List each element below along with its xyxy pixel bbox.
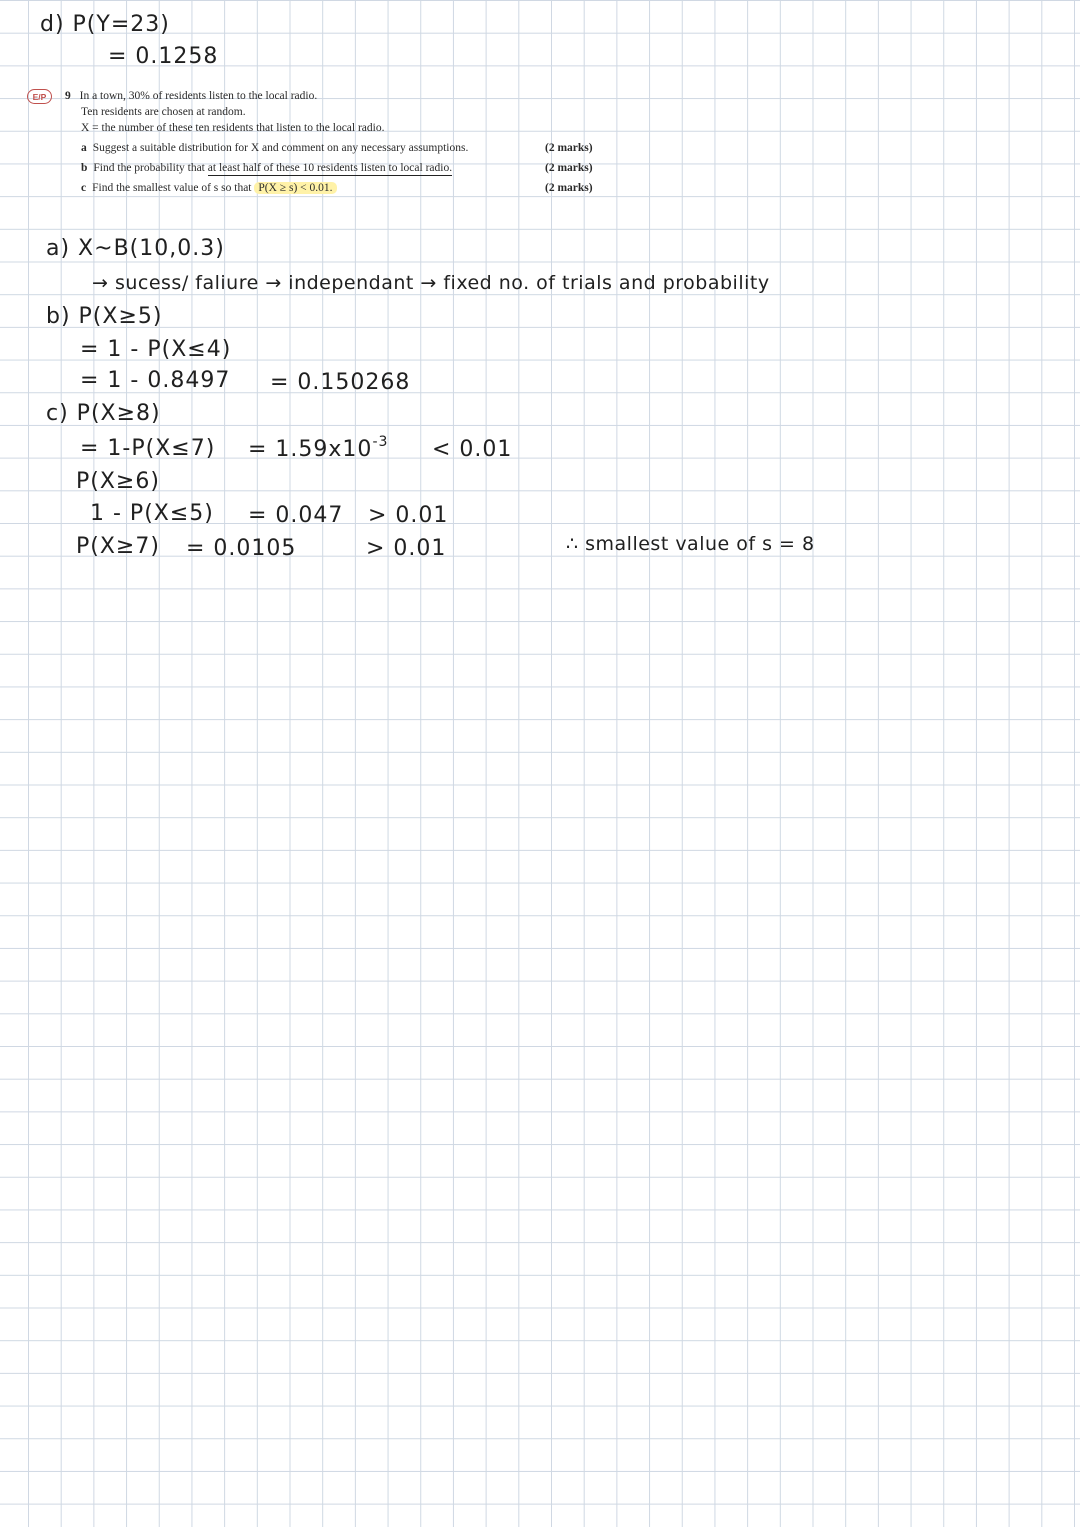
working-b-result: = 0.150268 [270,370,411,395]
working-c-cmp5: > 0.01 [366,536,447,561]
question-intro-text-1: In a town, 30% of residents listen to the local radio. [79,90,318,102]
question-intro-2: Ten residents are chosen at random. [81,106,246,118]
working-a-line1: a) X~B(10,0.3) [46,236,225,261]
part-a-label: a [81,142,87,154]
working-c-line4: 1 - P(X≤5) [90,501,214,526]
working-conclusion: ∴ smallest value of s = 8 [566,533,815,555]
question-intro-3: X = the number of these ten residents that listen to the local radio. [81,122,385,134]
part-c-marks: (2 marks) [545,182,593,194]
prev-part-line1: d) P(Y=23) [40,12,170,37]
part-b-underlined-text: at least half of these 10 residents listen to local radio. [207,162,453,174]
question-part-c [81,183,337,195]
working-c-line2: = 1-P(X≤7) [80,436,216,461]
part-b-marks: (2 marks) [545,162,593,174]
question-part-b [81,163,452,175]
part-c-highlighted-text: P(X ≥ s) < 0.01. [254,182,336,194]
question-number: 9 [65,90,71,102]
prev-part-line2: = 0.1258 [108,44,219,69]
question-intro-1 [65,91,317,103]
working-a-line2: → sucess/ faliure → independant → fixed no. of trials and probability [92,272,770,294]
working-c-line1: c) P(X≥8) [46,401,161,426]
part-a-text: Suggest a suitable distribution for X and comment on any necessary assumptions. [92,142,469,154]
part-c-text: Find the smallest value of s so that [92,182,255,194]
question-part-a [81,143,468,155]
part-a-marks: (2 marks) [545,142,593,154]
working-c-eq-exponent: -3 [372,434,389,450]
working-c-eq-mantissa: = 1.59x10 [248,437,373,462]
part-c-label: c [81,182,87,194]
working-c-line5: P(X≥7) [76,534,160,559]
exam-practice-badge: E/P [27,89,52,104]
working-b-line1: b) P(X≥5) [46,304,163,329]
working-c-cmp1: < 0.01 [432,437,513,462]
working-c-val4: = 0.047 [248,503,344,528]
working-c-line3: P(X≥6) [76,469,160,494]
working-c-cmp4: > 0.01 [368,503,449,528]
working-b-line3: = 1 - 0.8497 [80,368,231,393]
working-c-eq [248,434,389,462]
part-b-text: Find the probability that [93,162,208,174]
working-b-line2: = 1 - P(X≤4) [80,337,232,362]
part-b-label: b [81,162,88,174]
working-c-val5: = 0.0105 [186,536,297,561]
